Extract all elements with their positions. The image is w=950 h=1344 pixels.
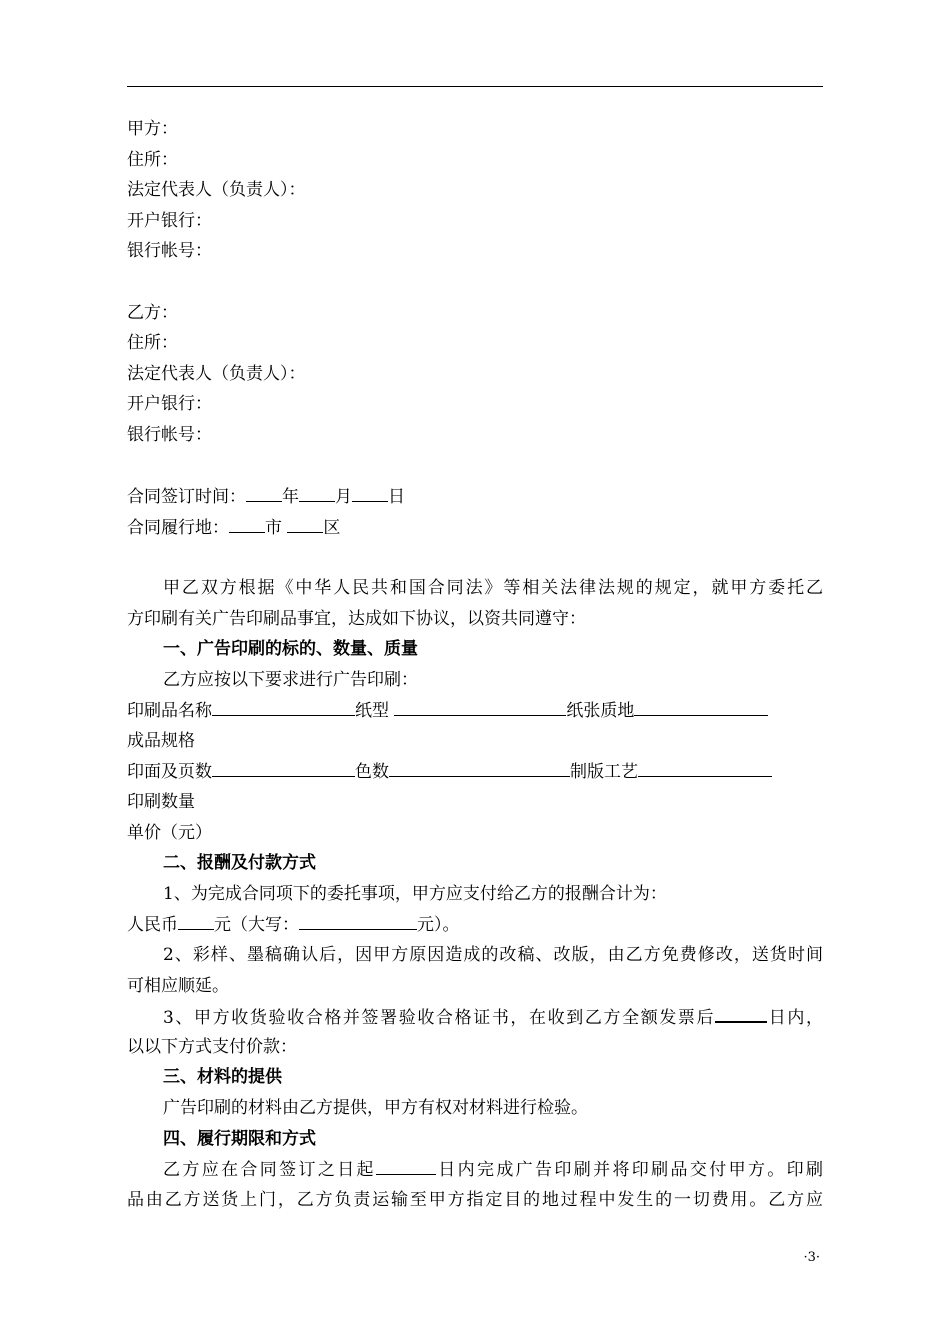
party-b-name: 乙方： — [127, 302, 178, 323]
section-3-title: 三、材料的提供 — [163, 1067, 282, 1088]
party-a-bank: 开户银行： — [127, 210, 212, 231]
intro-line-2: 方印刷有关广告印刷品事宜，达成如下协议，以资共同遵守： — [127, 608, 586, 629]
party-a-name: 甲方： — [127, 119, 178, 139]
party-b-rep: 法定代表人（负责人）： — [127, 363, 306, 384]
party-a-address: 住所： — [127, 149, 178, 170]
day-blank — [352, 481, 388, 502]
section-1-title: 一、广告印刷的标的、数量、质量 — [163, 639, 418, 660]
party-a-account: 银行帐号： — [127, 241, 212, 262]
city-blank — [229, 512, 265, 533]
party-b-address: 住所： — [127, 333, 178, 354]
header-rule — [127, 86, 823, 87]
section-4-title: 四、履行期限和方式 — [163, 1128, 316, 1149]
quantity-row: 印刷数量 — [127, 792, 195, 813]
payment-amount: 人民币 元（大写： 元）。 — [127, 909, 823, 940]
section-2-title: 二、报酬及付款方式 — [163, 853, 316, 874]
payment-p3-line-2: 以以下方式支付价款： — [127, 1036, 297, 1057]
term-p1-line-2: 品由乙方送货上门，乙方负责运输至甲方指定目的地过程中发生的一切费用。乙方应 — [127, 1189, 823, 1210]
print-item-row-1: 印刷品名称 纸型 纸张质地 — [127, 695, 823, 726]
year-blank — [246, 481, 282, 502]
party-b-account: 银行帐号： — [127, 424, 212, 445]
spec-row: 成品规格 — [127, 730, 195, 751]
payment-p2-line-2: 可相应顺延。 — [127, 975, 229, 996]
term-p1-line-1: 乙方应在合同签订之日起 日内完成广告印刷并将印刷品交付甲方。印刷 — [127, 1154, 823, 1185]
party-a-rep: 法定代表人（负责人）： — [127, 180, 306, 201]
page-number: ·3· — [803, 1250, 820, 1265]
district-blank — [287, 512, 323, 533]
payment-p2-line-1: 2、彩样、墨稿确认后，因甲方原因造成的改稿、改版，由乙方免费修改，送货时间 — [163, 945, 823, 966]
sign-place: 合同履行地： 市 区 — [127, 512, 823, 543]
print-item-row-2: 印面及页数 色数 制版工艺 — [127, 756, 823, 787]
contract-body — [127, 114, 823, 1215]
payment-p3-line-1: 3、甲方收货验收合格并签署验收合格证书，在收到乙方全额发票后 日内， — [127, 1001, 823, 1032]
payment-p1: 1、为完成合同项下的委托事项，甲方应支付给乙方的报酬合计为： — [163, 883, 667, 904]
intro-line-1: 甲乙双方根据《中华人民共和国合同法》等相关法律法规的规定，就甲方委托乙 — [163, 577, 823, 598]
unit-price-row: 单价（元） — [127, 822, 212, 843]
section-1-lead: 乙方应按以下要求进行广告印刷： — [163, 669, 418, 690]
materials-p1: 广告印刷的材料由乙方提供，甲方有权对材料进行检验。 — [163, 1098, 588, 1118]
month-blank — [299, 481, 335, 502]
sign-time: 合同签订时间： 年 月 日 — [127, 481, 823, 512]
party-b-bank: 开户银行： — [127, 394, 212, 415]
